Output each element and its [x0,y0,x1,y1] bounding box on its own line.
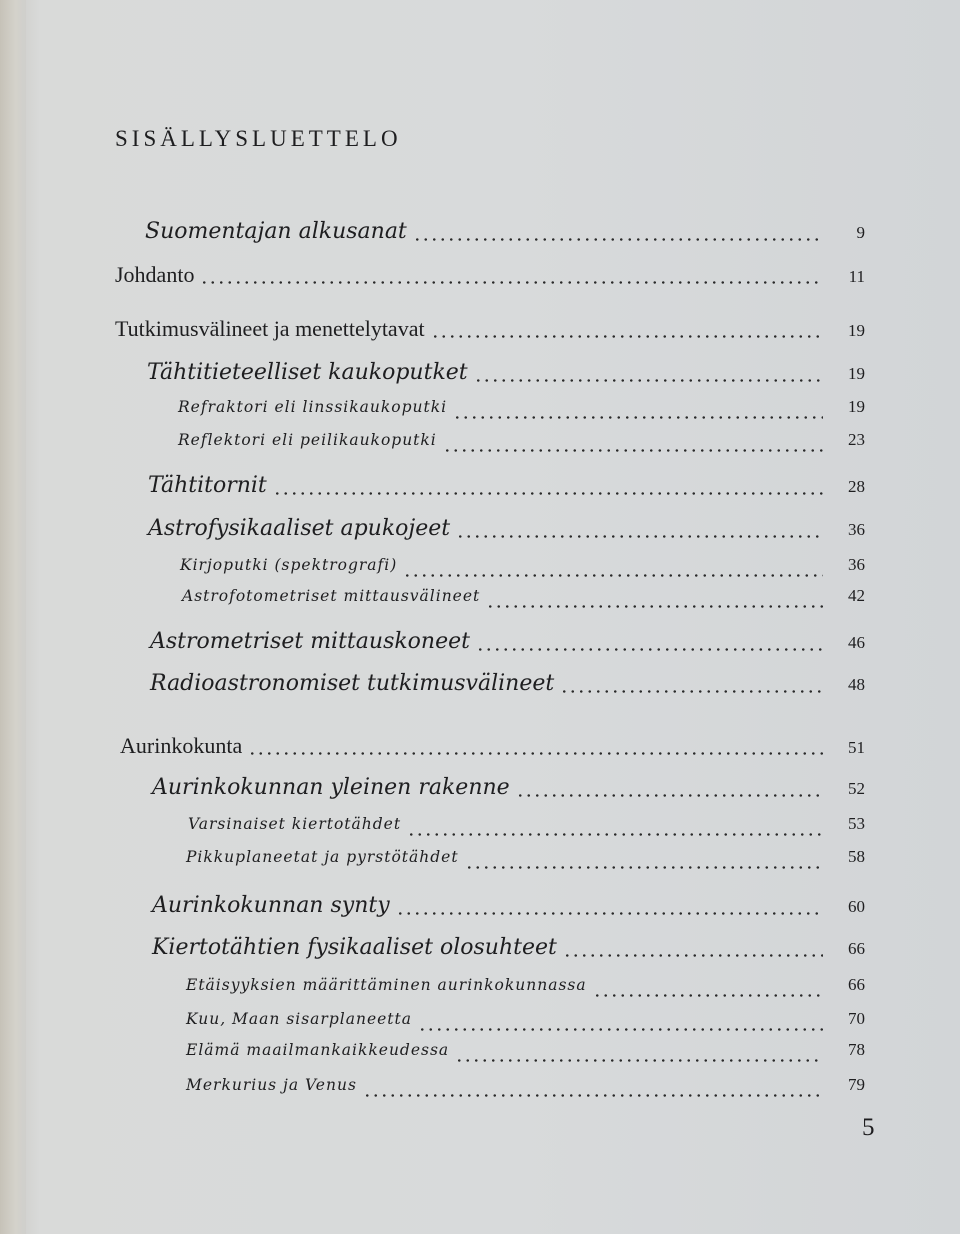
toc-entry-title: Tähtitornit [148,473,267,498]
toc-entry-page: 51 [848,738,865,757]
book-spine-edge [0,0,26,1234]
toc-entry [186,1075,865,1103]
toc-entry [152,935,865,963]
toc-entry [182,586,865,614]
toc-entry-title: Tutkimusvälineet ja menettelytavat [115,316,425,341]
dot-leader [453,416,823,419]
toc-entry-page: 11 [848,267,865,286]
page-number: 5 [862,1114,875,1141]
toc-entry-title: Tähtitieteelliset kaukoputket [147,360,468,385]
dot-leader [516,794,823,797]
toc-entry-title: Pikkuplaneetat ja pyrstötähdet [186,848,459,866]
toc-entry-page: 9 [856,223,865,242]
toc-entry-title: Johdanto [115,262,195,287]
toc-entry-page: 36 [848,555,865,574]
toc-entry [148,473,865,501]
toc-entry [145,219,865,247]
dot-leader [396,912,823,915]
toc-entry-page: 58 [848,847,865,866]
toc-entry-page: 48 [848,675,865,694]
dot-leader [560,690,823,693]
dot-leader [413,238,823,241]
dot-leader [273,492,823,495]
toc-entry-page: 42 [848,586,865,605]
toc-entry-page: 19 [848,397,865,416]
toc-entry [188,814,865,842]
toc-entry [186,1040,865,1068]
dot-leader [456,535,823,538]
toc-entry-page: 28 [848,477,865,496]
toc-entry-page: 70 [848,1009,865,1028]
dot-leader [476,648,823,651]
dot-leader [200,281,823,284]
dot-leader [465,866,823,869]
toc-entry-title: Aurinkokunnan synty [152,893,390,918]
toc-entry-title: Aurinkokunnan yleinen rakenne [152,775,510,800]
toc-entry-page: 78 [848,1040,865,1059]
toc-entry-title: Suomentajan alkusanat [145,219,407,244]
toc-entry-title: Kiertotähtien fysikaaliset olosuhteet [152,935,557,960]
toc-entry [150,629,865,657]
toc-entry-title: Elämä maailmankaikkeudessa [186,1041,450,1059]
toc-entry [152,775,865,803]
toc-entry [148,516,865,544]
toc-entry [178,430,865,458]
toc-entry-page: 19 [848,321,865,340]
dot-leader [443,449,823,452]
dot-leader [403,574,823,577]
dot-leader [418,1028,823,1031]
toc-entry-title: Aurinkokunta [120,733,243,758]
toc-entry-title: Etäisyyksien määrittäminen aurinkokunnassa [186,976,587,994]
toc-entry-title: Varsinaiset kiertotähdet [188,815,402,833]
toc-entry-title: Astrometriset mittauskoneet [150,629,470,654]
dot-leader [363,1094,823,1097]
toc-entry-page: 23 [848,430,865,449]
dot-leader [474,379,823,382]
toc-entry-page: 36 [848,520,865,539]
toc-entry [152,893,865,921]
toc-entry [115,316,865,344]
toc-entry-page: 66 [848,939,865,958]
toc-entry [120,733,865,761]
toc-entry [186,975,865,1003]
toc-entry [150,671,865,699]
dot-leader [407,833,823,836]
toc-entry-title: Kuu, Maan sisarplaneetta [186,1010,412,1028]
page-title: SISÄLLYSLUETTELO [115,126,402,151]
toc-entry-page: 46 [848,633,865,652]
dot-leader [431,335,823,338]
dot-leader [455,1059,823,1062]
toc-entry-title: Astrofotometriset mittausvälineet [182,587,481,605]
toc-entry [186,847,865,875]
toc-entry [178,397,865,425]
dot-leader [486,605,823,608]
toc-entry-page: 79 [848,1075,865,1094]
toc-entry-title: Merkurius ja Venus [186,1076,357,1094]
toc-entry-page: 53 [848,814,865,833]
toc-entry [180,555,865,583]
dot-leader [593,994,823,997]
toc-entry-title: Radioastronomiset tutkimusvälineet [150,671,555,696]
toc-entry [147,360,865,388]
toc-entry-page: 60 [848,897,865,916]
toc-entry-title: Astrofysikaaliset apukojeet [148,516,451,541]
toc-entry [186,1009,865,1037]
toc-entry-page: 66 [848,975,865,994]
toc-entry-title: Refraktori eli linssikaukoputki [178,398,448,416]
dot-leader [248,752,823,755]
toc-entry-title: Kirjoputki (spektrografi) [180,556,398,574]
toc-entry-page: 52 [848,779,865,798]
toc-entry-title: Reflektori eli peilikaukoputki [178,431,437,449]
toc-entry-page: 19 [848,364,865,383]
toc-entry [115,262,865,290]
dot-leader [563,954,823,957]
